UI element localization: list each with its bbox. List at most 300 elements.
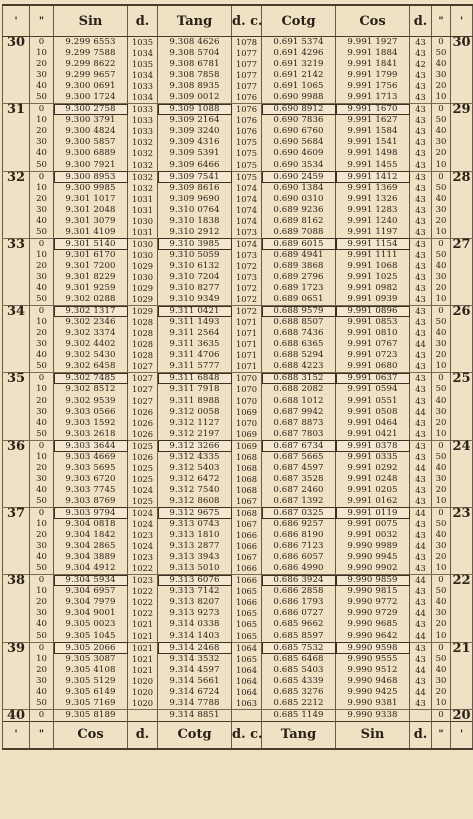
cos-difference: 43 xyxy=(410,261,432,272)
minutes-cell xyxy=(3,530,30,541)
minutes-cell xyxy=(3,81,30,92)
tang-value: 9.309 6466 xyxy=(158,160,232,172)
seconds-right-cell: 30 xyxy=(432,407,451,418)
tang-value: 9.314 7788 xyxy=(158,698,232,710)
cos-value: 9.990 9512 xyxy=(336,665,410,676)
cotg-value: 0.686 6057 xyxy=(262,552,336,563)
sin-value: 9.301 4109 xyxy=(54,227,128,239)
cos-value: 9.991 1670 xyxy=(336,104,410,116)
minutes-cell: 30 xyxy=(3,37,30,49)
cos-value: 9.991 0378 xyxy=(336,440,410,452)
footer-seconds: " xyxy=(30,721,54,749)
common-difference: 1075 xyxy=(232,148,262,159)
seconds-cell: 10 xyxy=(30,654,54,665)
seconds-right-cell: 0 xyxy=(432,306,451,318)
minutes-cell xyxy=(3,328,30,339)
cotg-value: 0.688 3152 xyxy=(262,373,336,385)
seconds-right-cell: 50 xyxy=(432,317,451,328)
cotg-value: 0.687 7803 xyxy=(262,429,336,441)
sin-difference: 1021 xyxy=(128,654,158,665)
minutes-cell xyxy=(3,619,30,630)
table-row xyxy=(3,194,473,205)
seconds-cell: 50 xyxy=(30,92,54,104)
minutes-right-cell: 21 xyxy=(452,640,471,656)
table-row xyxy=(3,283,473,294)
cos-value: 9.991 1756 xyxy=(336,81,410,92)
table-row xyxy=(3,654,473,665)
minutes-right-cell xyxy=(451,148,473,159)
common-difference: 1065 xyxy=(232,630,262,642)
tang-value: 9.309 4316 xyxy=(158,137,232,148)
cos-difference: 44 xyxy=(410,339,432,350)
cotg-value: 0.690 2459 xyxy=(262,171,336,183)
table-row xyxy=(3,205,473,216)
sin-difference: 1035 xyxy=(128,37,158,49)
cos-value: 9.991 1584 xyxy=(336,126,410,137)
cotg-value: 0.690 8912 xyxy=(262,104,336,116)
tang-value: 9.314 8851 xyxy=(158,709,232,721)
cotg-value: 0.691 1065 xyxy=(262,81,336,92)
cos-difference: 43 xyxy=(410,171,432,183)
seconds-right-cell: 40 xyxy=(432,396,451,407)
cos-value: 9.991 0292 xyxy=(336,463,410,474)
common-difference: 1064 xyxy=(232,687,262,698)
header-cotg: Cotg xyxy=(262,5,336,37)
footer-cotg: Cotg xyxy=(158,721,232,749)
cotg-value: 0.687 4597 xyxy=(262,463,336,474)
cos-value: 9.991 0508 xyxy=(336,407,410,418)
sin-difference: 1030 xyxy=(128,216,158,227)
common-difference: 1074 xyxy=(232,205,262,216)
cotg-value: 0.687 5665 xyxy=(262,452,336,463)
cotg-value: 0.686 3924 xyxy=(262,575,336,587)
table-row xyxy=(3,227,473,239)
cos-difference: 43 xyxy=(410,148,432,159)
cos-value: 9.991 0853 xyxy=(336,317,410,328)
table-row xyxy=(3,48,473,59)
seconds-right-cell: 30 xyxy=(432,608,451,619)
cos-value: 9.990 9859 xyxy=(336,575,410,587)
cotg-value: 0.685 5403 xyxy=(262,665,336,676)
sin-value: 9.303 4669 xyxy=(54,452,128,463)
sin-difference: 1032 xyxy=(128,183,158,194)
header-minutes: ' xyxy=(3,5,30,37)
common-difference: 1069 xyxy=(232,440,262,452)
cos-difference: 43 xyxy=(410,216,432,227)
seconds-right-cell: 0 xyxy=(432,709,451,721)
sin-value: 9.302 5430 xyxy=(54,350,128,361)
sin-difference: 1028 xyxy=(128,350,158,361)
sin-difference: 1020 xyxy=(128,698,158,710)
seconds-right-cell: 10 xyxy=(432,698,451,710)
cotg-value: 0.690 7836 xyxy=(262,115,336,126)
cotg-value: 0.685 3276 xyxy=(262,687,336,698)
cos-difference: 43 xyxy=(410,384,432,395)
sin-value: 9.304 5934 xyxy=(54,575,128,587)
seconds-cell: 40 xyxy=(30,552,54,563)
cos-difference: 43 xyxy=(410,137,432,148)
seconds-cell: 10 xyxy=(30,452,54,463)
sin-difference: 1027 xyxy=(128,396,158,407)
tang-value: 9.310 3985 xyxy=(158,238,232,250)
seconds-cell: 40 xyxy=(30,148,54,159)
seconds-cell: 20 xyxy=(30,126,54,137)
footer-sin: Sin xyxy=(336,721,410,749)
cotg-value: 0.685 4339 xyxy=(262,676,336,687)
cos-value: 9.990 9338 xyxy=(336,709,410,721)
table-row xyxy=(3,361,473,373)
sin-difference: 1025 xyxy=(128,440,158,452)
cotg-value: 0.690 9988 xyxy=(262,92,336,104)
seconds-right-cell: 20 xyxy=(432,216,451,227)
cotg-value: 0.685 2212 xyxy=(262,698,336,710)
cotg-value: 0.685 9662 xyxy=(262,619,336,630)
cos-value: 9.991 0594 xyxy=(336,384,410,395)
table-row xyxy=(3,396,473,407)
table-row xyxy=(3,597,473,608)
cos-difference: 43 xyxy=(410,328,432,339)
seconds-right-cell: 10 xyxy=(432,294,451,306)
cotg-value: 0.690 4609 xyxy=(262,148,336,159)
table-row xyxy=(3,92,473,104)
cos-value: 9.991 0896 xyxy=(336,306,410,318)
common-difference: 1070 xyxy=(232,396,262,407)
common-difference: 1076 xyxy=(232,92,262,104)
common-difference: 1066 xyxy=(232,541,262,552)
common-difference: 1064 xyxy=(232,676,262,687)
cos-value: 9.991 1713 xyxy=(336,92,410,104)
common-difference: 1065 xyxy=(232,586,262,597)
table-row xyxy=(3,384,473,395)
cos-difference: 43 xyxy=(410,429,432,441)
sin-value: 9.303 3644 xyxy=(54,440,128,452)
cotg-value: 0.685 1149 xyxy=(262,709,336,721)
tang-value: 9.310 1838 xyxy=(158,216,232,227)
table-row xyxy=(3,115,473,126)
cotg-value: 0.690 0310 xyxy=(262,194,336,205)
cos-value: 9.991 0767 xyxy=(336,339,410,350)
sin-difference: 1026 xyxy=(128,452,158,463)
cos-difference: 43 xyxy=(410,104,432,116)
common-difference: 1070 xyxy=(232,384,262,395)
seconds-right-cell: 40 xyxy=(432,194,451,205)
table-row xyxy=(3,541,473,552)
seconds-cell: 40 xyxy=(30,485,54,496)
cos-difference: 43 xyxy=(410,530,432,541)
cotg-value: 0.686 0727 xyxy=(262,608,336,619)
common-difference: 1075 xyxy=(232,160,262,172)
cos-value: 9.990 9381 xyxy=(336,698,410,710)
sin-difference xyxy=(128,709,158,721)
minutes-cell: 37 xyxy=(3,507,30,519)
common-difference: 1065 xyxy=(232,619,262,630)
cotg-value: 0.686 9257 xyxy=(262,519,336,530)
tang-value: 9.309 7541 xyxy=(158,171,232,183)
cos-difference: 44 xyxy=(410,575,432,587)
cotg-value: 0.691 3219 xyxy=(262,59,336,70)
table-row xyxy=(3,630,473,642)
cos-difference: 43 xyxy=(410,373,432,385)
cos-value: 9.991 1068 xyxy=(336,261,410,272)
cos-value: 9.991 0680 xyxy=(336,361,410,373)
seconds-right-cell: 40 xyxy=(432,126,451,137)
table-row xyxy=(3,552,473,563)
tang-value: 9.311 6848 xyxy=(158,373,232,385)
seconds-cell: 10 xyxy=(30,250,54,261)
seconds-right-cell: 0 xyxy=(432,373,451,385)
common-difference: 1072 xyxy=(232,283,262,294)
minutes-cell: 39 xyxy=(3,642,30,654)
cotg-value: 0.689 1723 xyxy=(262,283,336,294)
tang-value: 9.308 5704 xyxy=(158,48,232,59)
tang-value: 9.313 0743 xyxy=(158,519,232,530)
cos-difference: 43 xyxy=(410,350,432,361)
tang-value: 9.313 9273 xyxy=(158,608,232,619)
cos-value: 9.991 1326 xyxy=(336,194,410,205)
table-row xyxy=(3,306,473,318)
sin-value: 9.303 9794 xyxy=(54,507,128,519)
sin-difference: 1033 xyxy=(128,115,158,126)
tang-value: 9.309 9690 xyxy=(158,194,232,205)
sin-difference: 1029 xyxy=(128,261,158,272)
common-difference: 1076 xyxy=(232,104,262,116)
table-row xyxy=(3,148,473,159)
tang-value: 9.313 6076 xyxy=(158,575,232,587)
minutes-right-cell xyxy=(451,396,473,407)
seconds-right-cell: 20 xyxy=(432,418,451,429)
seconds-cell: 30 xyxy=(30,205,54,216)
tang-value: 9.311 4706 xyxy=(158,350,232,361)
seconds-cell: 0 xyxy=(30,440,54,452)
cos-difference: 43 xyxy=(410,676,432,687)
cos-difference: 43 xyxy=(410,317,432,328)
sin-difference: 1030 xyxy=(128,272,158,283)
cos-difference: 43 xyxy=(410,272,432,283)
seconds-cell: 0 xyxy=(30,238,54,250)
tang-value: 9.313 7142 xyxy=(158,586,232,597)
tang-value: 9.309 3240 xyxy=(158,126,232,137)
tang-value: 9.313 2877 xyxy=(158,541,232,552)
common-difference: 1066 xyxy=(232,530,262,541)
tang-value: 9.310 0764 xyxy=(158,205,232,216)
cos-difference: 43 xyxy=(410,586,432,597)
seconds-right-cell: 10 xyxy=(432,563,451,575)
common-difference: 1068 xyxy=(232,474,262,485)
cos-value: 9.990 9555 xyxy=(336,654,410,665)
cos-value: 9.990 9902 xyxy=(336,563,410,575)
common-difference: 1068 xyxy=(232,485,262,496)
common-difference: 1066 xyxy=(232,575,262,587)
common-difference: 1071 xyxy=(232,339,262,350)
sin-value: 9.303 7745 xyxy=(54,485,128,496)
seconds-cell: 40 xyxy=(30,350,54,361)
sin-value: 9.301 6170 xyxy=(54,250,128,261)
cos-difference: 43 xyxy=(410,440,432,452)
sin-value: 9.304 7979 xyxy=(54,597,128,608)
cotg-value: 0.687 3528 xyxy=(262,474,336,485)
tang-value: 9.311 0421 xyxy=(158,306,232,318)
sin-difference: 1032 xyxy=(128,171,158,183)
cos-value: 9.991 0162 xyxy=(336,496,410,508)
cos-value: 9.991 1240 xyxy=(336,216,410,227)
cotg-value: 0.687 0325 xyxy=(262,507,336,519)
table-row xyxy=(3,519,473,530)
tang-value: 9.313 8207 xyxy=(158,597,232,608)
seconds-cell: 0 xyxy=(30,306,54,318)
sin-difference: 1021 xyxy=(128,630,158,642)
sin-value: 9.305 5129 xyxy=(54,676,128,687)
sin-value: 9.303 2618 xyxy=(54,429,128,441)
seconds-right-cell: 10 xyxy=(432,429,451,441)
table-row xyxy=(3,81,473,92)
minutes-cell: 34 xyxy=(3,306,30,318)
cos-value: 9.990 9685 xyxy=(336,619,410,630)
header-minutes-right: ' xyxy=(451,5,473,37)
sin-value: 9.302 3374 xyxy=(54,328,128,339)
minutes-cell: 32 xyxy=(3,171,30,183)
minutes-right-cell xyxy=(451,81,473,92)
tang-value: 9.309 5391 xyxy=(158,148,232,159)
common-difference: 1073 xyxy=(232,250,262,261)
minutes-cell xyxy=(3,261,30,272)
minutes-cell xyxy=(3,205,30,216)
cos-difference: 43 xyxy=(410,70,432,81)
tang-value: 9.313 3943 xyxy=(158,552,232,563)
tang-value: 9.309 1088 xyxy=(158,104,232,116)
seconds-cell: 20 xyxy=(30,463,54,474)
table-row xyxy=(3,261,473,272)
minutes-right-cell xyxy=(451,463,473,474)
tang-value: 9.312 5403 xyxy=(158,463,232,474)
seconds-cell: 20 xyxy=(30,261,54,272)
cotg-value: 0.690 5684 xyxy=(262,137,336,148)
cos-value: 9.990 9815 xyxy=(336,586,410,597)
minutes-right-cell: 28 xyxy=(452,169,471,185)
table-row xyxy=(3,350,473,361)
common-difference: 1077 xyxy=(232,48,262,59)
tang-value: 9.312 0058 xyxy=(158,407,232,418)
header-seconds: " xyxy=(30,5,54,37)
sin-value: 9.301 7200 xyxy=(54,261,128,272)
seconds-cell: 30 xyxy=(30,70,54,81)
seconds-cell: 20 xyxy=(30,396,54,407)
seconds-cell: 20 xyxy=(30,328,54,339)
cos-difference: 43 xyxy=(410,698,432,710)
seconds-right-cell: 0 xyxy=(432,171,451,183)
table-row xyxy=(3,59,473,70)
table-row xyxy=(3,563,473,575)
seconds-right-cell: 30 xyxy=(432,676,451,687)
cotg-value: 0.687 9942 xyxy=(262,407,336,418)
cos-difference: 43 xyxy=(410,306,432,318)
cotg-value: 0.690 1384 xyxy=(262,183,336,194)
sin-value: 9.304 2865 xyxy=(54,541,128,552)
tang-value: 9.314 1403 xyxy=(158,630,232,642)
common-difference: 1067 xyxy=(232,519,262,530)
seconds-cell: 0 xyxy=(30,37,54,49)
minutes-cell xyxy=(3,272,30,283)
seconds-cell: 10 xyxy=(30,317,54,328)
seconds-cell: 50 xyxy=(30,429,54,441)
seconds-cell: 30 xyxy=(30,608,54,619)
cos-value: 9.991 0637 xyxy=(336,373,410,385)
cos-value: 9.991 0421 xyxy=(336,429,410,441)
cotg-value: 0.690 6760 xyxy=(262,126,336,137)
minutes-right-cell xyxy=(451,665,473,676)
minutes-cell xyxy=(3,463,30,474)
cotg-value: 0.688 6365 xyxy=(262,339,336,350)
sin-value: 9.304 3889 xyxy=(54,552,128,563)
sin-difference: 1031 xyxy=(128,227,158,239)
sin-difference: 1023 xyxy=(128,530,158,541)
common-difference: 1064 xyxy=(232,665,262,676)
table-row xyxy=(3,665,473,676)
sin-difference: 1025 xyxy=(128,496,158,508)
common-difference: 1071 xyxy=(232,317,262,328)
common-difference: 1068 xyxy=(232,507,262,519)
minutes-cell: 33 xyxy=(3,238,30,250)
tang-value: 9.312 8608 xyxy=(158,496,232,508)
cotg-value: 0.691 5374 xyxy=(262,37,336,49)
seconds-right-cell: 20 xyxy=(432,81,451,92)
sin-difference: 1020 xyxy=(128,687,158,698)
seconds-right-cell: 50 xyxy=(432,586,451,597)
minutes-right-cell xyxy=(451,70,473,81)
tang-value: 9.310 5059 xyxy=(158,250,232,261)
header-sin: Sin xyxy=(54,5,128,37)
cotg-value: 0.685 6468 xyxy=(262,654,336,665)
sin-value: 9.299 6553 xyxy=(54,37,128,49)
table-row xyxy=(3,575,473,587)
sin-value: 9.302 6458 xyxy=(54,361,128,373)
minutes-right-cell: 26 xyxy=(452,304,471,320)
cotg-value: 0.691 4296 xyxy=(262,48,336,59)
common-difference: 1070 xyxy=(232,418,262,429)
cos-difference: 44 xyxy=(410,665,432,676)
common-difference: 1073 xyxy=(232,272,262,283)
cotg-value: 0.689 8162 xyxy=(262,216,336,227)
cotg-value: 0.687 2460 xyxy=(262,485,336,496)
cotg-value: 0.688 4223 xyxy=(262,361,336,373)
cos-difference: 43 xyxy=(410,642,432,654)
cos-difference: 43 xyxy=(410,126,432,137)
cos-value: 9.991 0939 xyxy=(336,294,410,306)
minutes-right-cell xyxy=(451,339,473,350)
sin-difference: 1034 xyxy=(128,48,158,59)
seconds-cell: 30 xyxy=(30,272,54,283)
seconds-cell: 40 xyxy=(30,418,54,429)
sin-difference: 1023 xyxy=(128,575,158,587)
cos-difference: 43 xyxy=(410,597,432,608)
sin-difference: 1026 xyxy=(128,429,158,441)
seconds-cell: 50 xyxy=(30,698,54,710)
sin-difference: 1030 xyxy=(128,238,158,250)
sin-difference: 1034 xyxy=(128,70,158,81)
minutes-cell xyxy=(3,216,30,227)
seconds-right-cell: 40 xyxy=(432,597,451,608)
seconds-right-cell: 50 xyxy=(432,452,451,463)
header-seconds-right: " xyxy=(432,5,451,37)
cos-difference: 43 xyxy=(410,474,432,485)
seconds-right-cell: 10 xyxy=(432,496,451,508)
cotg-value: 0.689 6015 xyxy=(262,238,336,250)
cos-difference: 44 xyxy=(410,687,432,698)
cos-value: 9.990 9425 xyxy=(336,687,410,698)
common-difference: 1077 xyxy=(232,70,262,81)
seconds-right-cell: 40 xyxy=(432,463,451,474)
common-difference: 1069 xyxy=(232,407,262,418)
cos-value: 9.990 9945 xyxy=(336,552,410,563)
